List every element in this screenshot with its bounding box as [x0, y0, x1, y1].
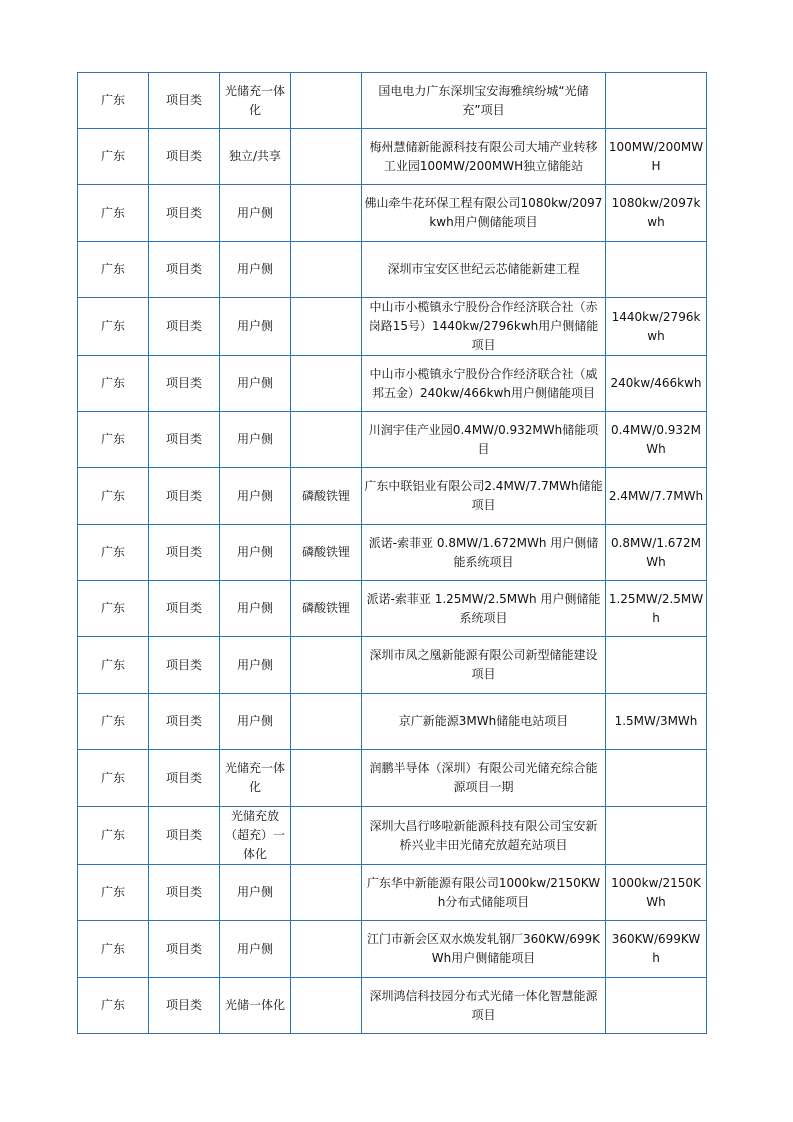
- province-cell: 广东: [78, 978, 149, 1034]
- technology-cell: [291, 242, 362, 298]
- category-cell: 项目类: [149, 581, 220, 637]
- technology-cell: [291, 921, 362, 978]
- table-row: [78, 525, 707, 581]
- project-name-cell: 深圳鸿信科技园分布式光储一体化智慧能源项目: [362, 978, 606, 1034]
- province-cell: 广东: [78, 73, 149, 129]
- capacity-cell: 0.4MW/0.932MWh: [606, 412, 707, 468]
- storage-type-cell: 用户侧: [220, 412, 291, 468]
- capacity-cell: [606, 978, 707, 1034]
- technology-cell: [291, 356, 362, 412]
- capacity-cell: 1.25MW/2.5MWh: [606, 581, 707, 637]
- category-cell: 项目类: [149, 694, 220, 750]
- project-name-cell: 润鹏半导体（深圳）有限公司光储充综合能源项目一期: [362, 750, 606, 807]
- category-cell: 项目类: [149, 750, 220, 807]
- capacity-cell: 1440kw/2796kwh: [606, 298, 707, 356]
- storage-type-cell: 用户侧: [220, 298, 291, 356]
- table-row: [78, 412, 707, 468]
- project-name-cell: 深圳大昌行哆啦新能源科技有限公司宝安新桥兴业丰田光储充放超充站项目: [362, 807, 606, 865]
- table-row: [78, 468, 707, 525]
- province-cell: 广东: [78, 921, 149, 978]
- category-cell: 项目类: [149, 242, 220, 298]
- capacity-cell: 0.8MW/1.672MWh: [606, 525, 707, 581]
- province-cell: 广东: [78, 356, 149, 412]
- project-name-cell: 国电电力广东深圳宝安海雅缤纷城“光储充”项目: [362, 73, 606, 129]
- province-cell: 广东: [78, 581, 149, 637]
- technology-cell: [291, 637, 362, 694]
- table-row: [78, 978, 707, 1034]
- technology-cell: [291, 750, 362, 807]
- capacity-cell: [606, 750, 707, 807]
- province-cell: 广东: [78, 750, 149, 807]
- project-name-cell: 深圳市凤之凰新能源有限公司新型储能建设项目: [362, 637, 606, 694]
- technology-cell: [291, 694, 362, 750]
- project-name-cell: 广东中联铝业有限公司2.4MW/7.7MWh储能项目: [362, 468, 606, 525]
- capacity-cell: 2.4MW/7.7MWh: [606, 468, 707, 525]
- category-cell: 项目类: [149, 73, 220, 129]
- table-row: [78, 807, 707, 865]
- storage-type-cell: 独立/共享: [220, 129, 291, 185]
- capacity-cell: 360KW/699KWh: [606, 921, 707, 978]
- category-cell: 项目类: [149, 468, 220, 525]
- project-name-cell: 派诺-索菲亚 0.8MW/1.672MWh 用户侧储能系统项目: [362, 525, 606, 581]
- table-row: [78, 865, 707, 921]
- table-row: [78, 637, 707, 694]
- category-cell: 项目类: [149, 412, 220, 468]
- province-cell: 广东: [78, 412, 149, 468]
- storage-type-cell: 用户侧: [220, 525, 291, 581]
- project-name-cell: 广东华中新能源有限公司1000kw/2150KWh分布式储能项目: [362, 865, 606, 921]
- technology-cell: [291, 129, 362, 185]
- storage-type-cell: 用户侧: [220, 694, 291, 750]
- province-cell: 广东: [78, 468, 149, 525]
- category-cell: 项目类: [149, 129, 220, 185]
- province-cell: 广东: [78, 525, 149, 581]
- project-name-cell: 江门市新会区双水焕发轧钢厂360KW/699KWh用户侧储能项目: [362, 921, 606, 978]
- capacity-cell: 1.5MW/3MWh: [606, 694, 707, 750]
- capacity-cell: 1080kw/2097kwh: [606, 185, 707, 242]
- storage-type-cell: 光储充放（超充）一体化: [220, 807, 291, 865]
- category-cell: 项目类: [149, 185, 220, 242]
- table-row: [78, 242, 707, 298]
- table-row: [78, 185, 707, 242]
- technology-cell: [291, 865, 362, 921]
- table-row: [78, 298, 707, 356]
- technology-cell: 磷酸铁锂: [291, 581, 362, 637]
- energy-storage-projects-table: [77, 72, 707, 1034]
- storage-type-cell: 用户侧: [220, 468, 291, 525]
- province-cell: 广东: [78, 694, 149, 750]
- storage-type-cell: 用户侧: [220, 581, 291, 637]
- project-name-cell: 梅州慧储新能源科技有限公司大埔产业转移工业园100MW/200MWH独立储能站: [362, 129, 606, 185]
- storage-type-cell: 用户侧: [220, 637, 291, 694]
- table-row: [78, 694, 707, 750]
- technology-cell: [291, 185, 362, 242]
- category-cell: 项目类: [149, 978, 220, 1034]
- project-name-cell: 派诺-索菲亚 1.25MW/2.5MWh 用户侧储能系统项目: [362, 581, 606, 637]
- table-row: [78, 356, 707, 412]
- storage-type-cell: 用户侧: [220, 921, 291, 978]
- category-cell: 项目类: [149, 525, 220, 581]
- table-row: [78, 750, 707, 807]
- technology-cell: 磷酸铁锂: [291, 525, 362, 581]
- category-cell: 项目类: [149, 921, 220, 978]
- capacity-cell: [606, 73, 707, 129]
- technology-cell: [291, 412, 362, 468]
- project-name-cell: 中山市小榄镇永宁股份合作经济联合社（赤岗路15号）1440kw/2796kwh用户侧储能项目: [362, 298, 606, 356]
- technology-cell: [291, 73, 362, 129]
- storage-type-cell: 用户侧: [220, 356, 291, 412]
- capacity-cell: [606, 637, 707, 694]
- province-cell: 广东: [78, 185, 149, 242]
- project-name-cell: 川润宇佳产业园0.4MW/0.932MWh储能项目: [362, 412, 606, 468]
- storage-type-cell: 光储充一体化: [220, 750, 291, 807]
- category-cell: 项目类: [149, 356, 220, 412]
- technology-cell: 磷酸铁锂: [291, 468, 362, 525]
- storage-type-cell: 用户侧: [220, 865, 291, 921]
- capacity-cell: [606, 242, 707, 298]
- category-cell: 项目类: [149, 865, 220, 921]
- project-name-cell: 中山市小榄镇永宁股份合作经济联合社（威邦五金）240kw/466kwh用户侧储能项目: [362, 356, 606, 412]
- category-cell: 项目类: [149, 298, 220, 356]
- capacity-cell: 100MW/200MWH: [606, 129, 707, 185]
- province-cell: 广东: [78, 242, 149, 298]
- province-cell: 广东: [78, 298, 149, 356]
- project-name-cell: 佛山牵牛花环保工程有限公司1080kw/2097kwh用户侧储能项目: [362, 185, 606, 242]
- capacity-cell: 1000kw/2150KWh: [606, 865, 707, 921]
- table-row: [78, 73, 707, 129]
- table-row: [78, 581, 707, 637]
- capacity-cell: [606, 807, 707, 865]
- province-cell: 广东: [78, 637, 149, 694]
- category-cell: 项目类: [149, 637, 220, 694]
- table-row: [78, 129, 707, 185]
- capacity-cell: 240kw/466kwh: [606, 356, 707, 412]
- province-cell: 广东: [78, 129, 149, 185]
- province-cell: 广东: [78, 865, 149, 921]
- technology-cell: [291, 298, 362, 356]
- storage-type-cell: 光储充一体化: [220, 73, 291, 129]
- project-name-cell: 京广新能源3MWh储能电站项目: [362, 694, 606, 750]
- technology-cell: [291, 807, 362, 865]
- storage-type-cell: 用户侧: [220, 185, 291, 242]
- table-row: [78, 921, 707, 978]
- storage-type-cell: 光储一体化: [220, 978, 291, 1034]
- province-cell: 广东: [78, 807, 149, 865]
- project-name-cell: 深圳市宝安区世纪云芯储能新建工程: [362, 242, 606, 298]
- storage-type-cell: 用户侧: [220, 242, 291, 298]
- technology-cell: [291, 978, 362, 1034]
- category-cell: 项目类: [149, 807, 220, 865]
